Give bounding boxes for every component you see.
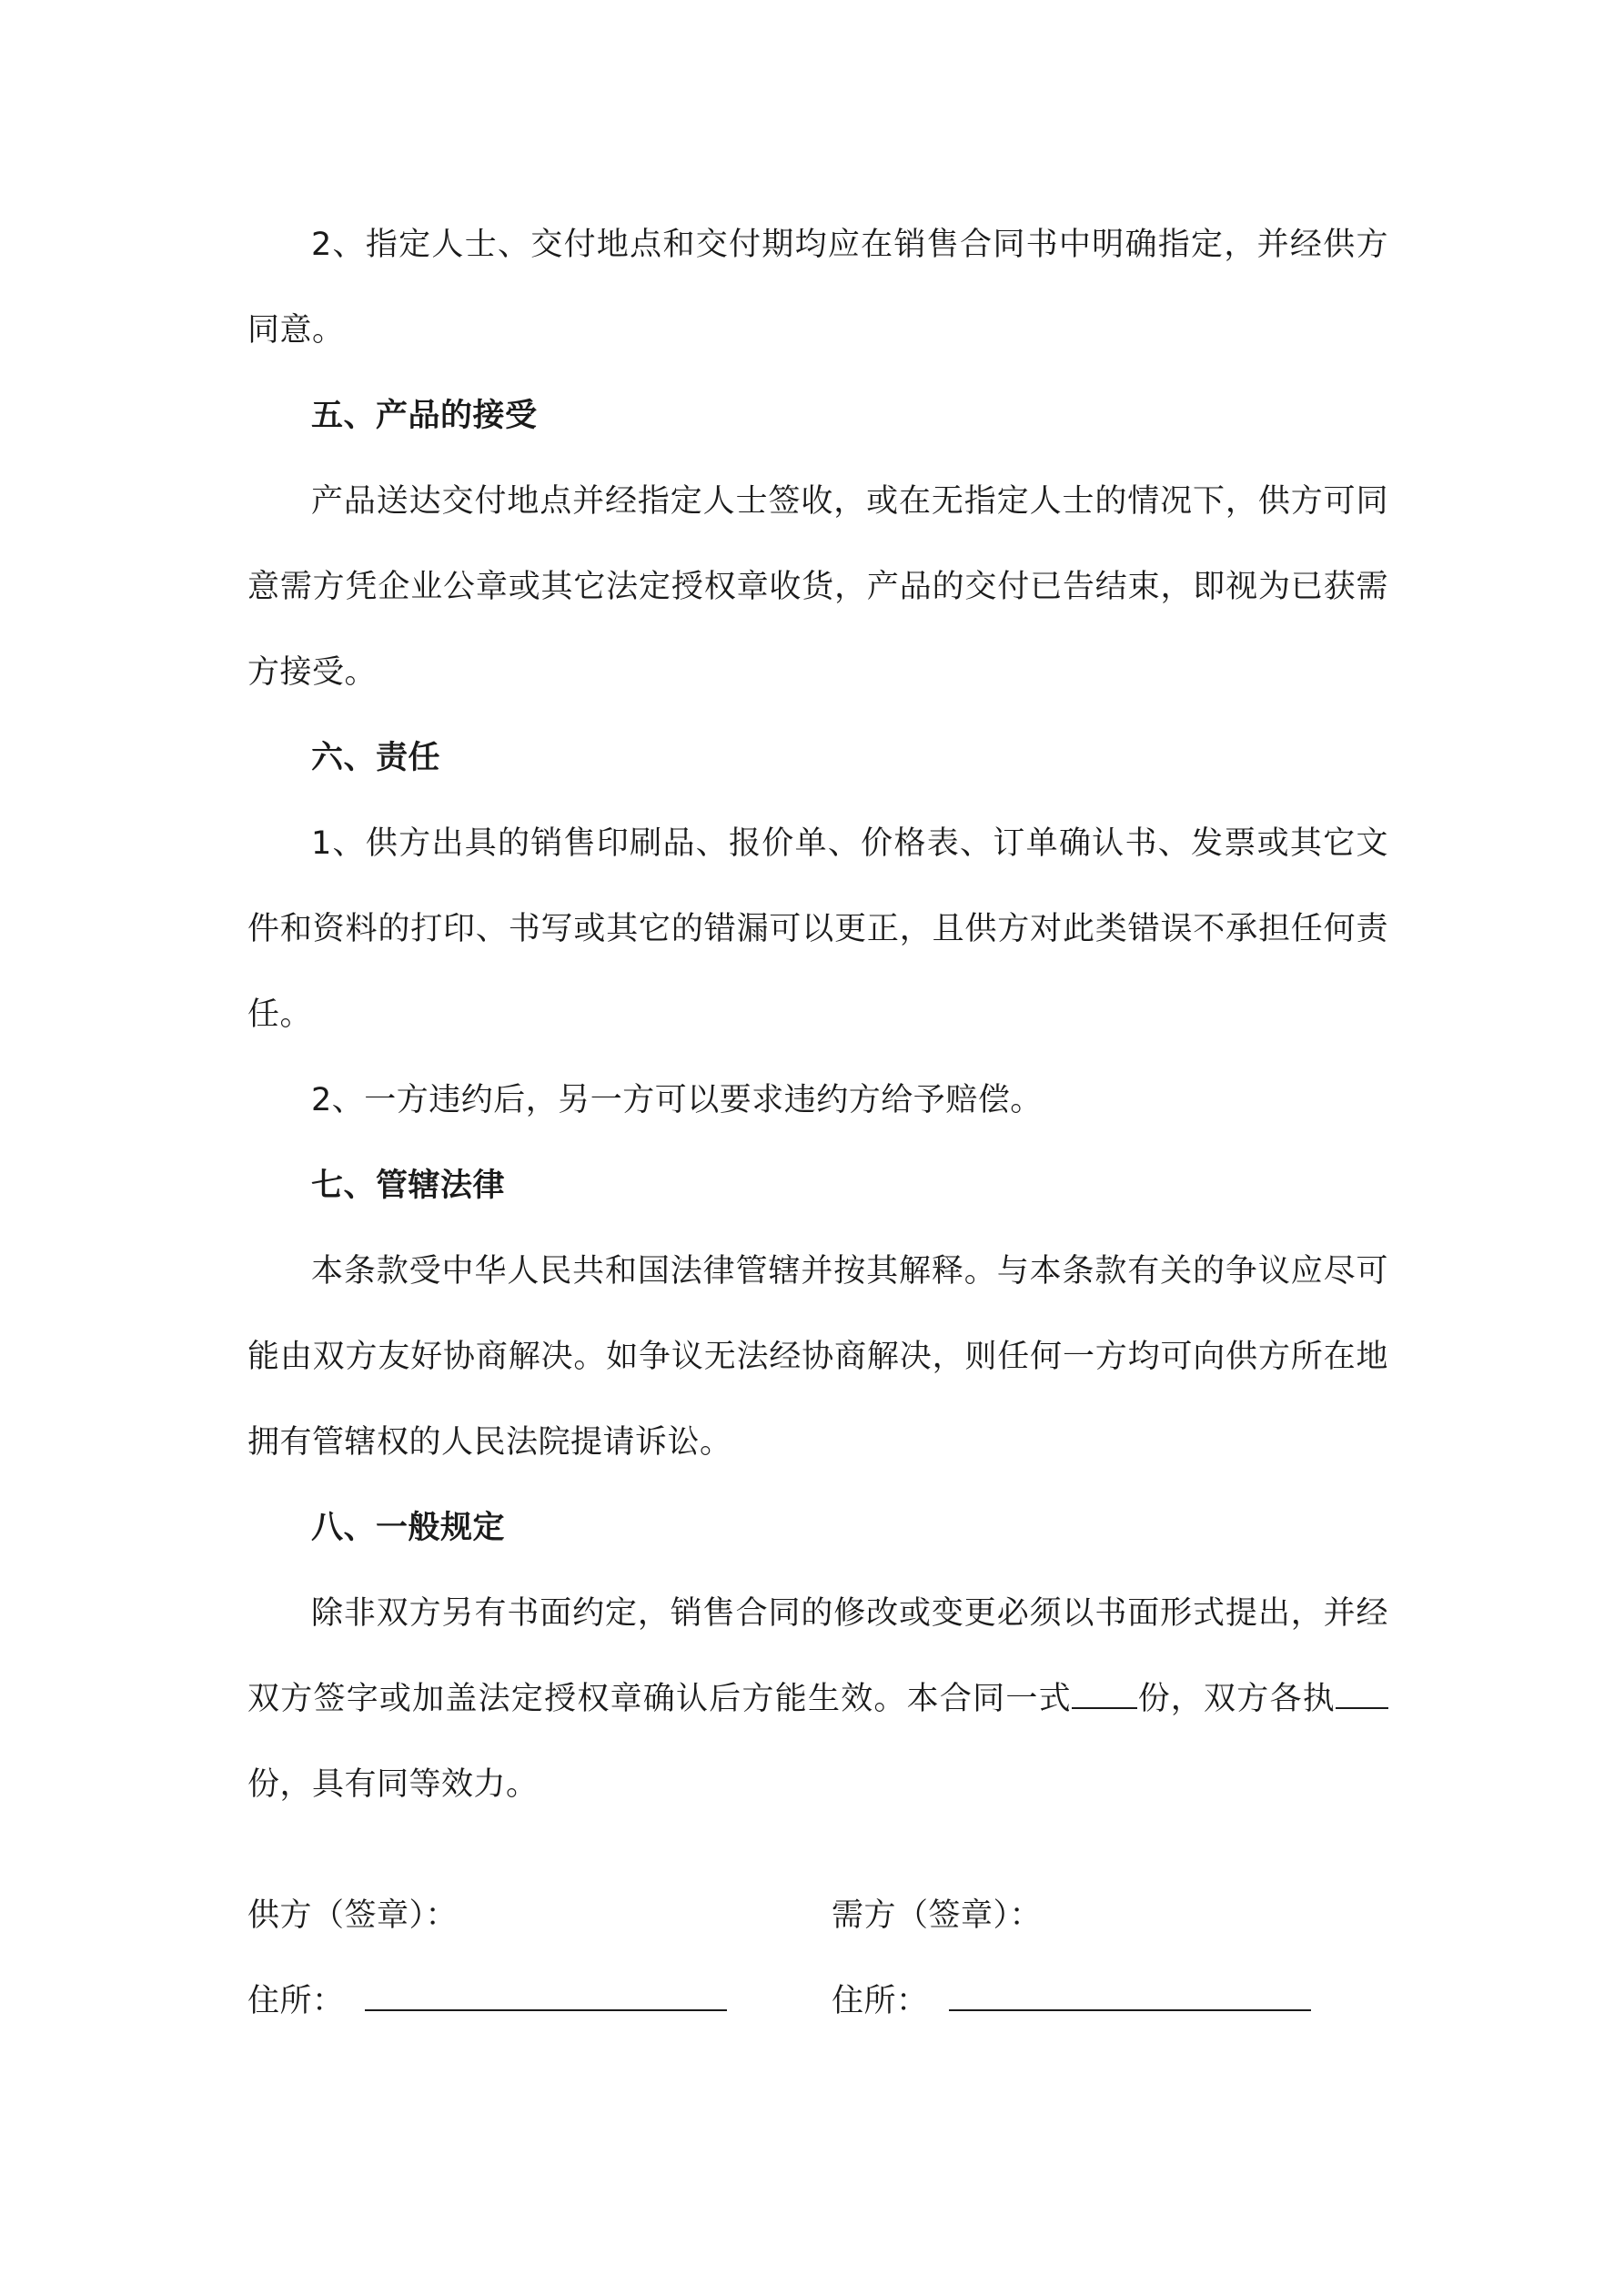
signature-row (247, 1873, 1388, 1958)
section-heading-liability: 六、责任 (311, 740, 441, 776)
address-row (247, 1958, 1388, 2044)
supplier-address-line (365, 1982, 727, 2011)
general-clause-text-c: 份，具有同等效力。 (247, 1766, 539, 1803)
copies-total-blank (1072, 1680, 1137, 1709)
contract-body (247, 202, 1388, 1827)
general-clause (247, 1571, 1388, 1827)
delivery-clause-2: 2、指定人士、交付地点和交付期均应在销售合同书中明确指定，并经供方同意。 (247, 227, 1388, 349)
general-clause-text-b: 份，双方各执 (1136, 1681, 1336, 1717)
buyer-signature-label: 需方（签章）： (832, 1897, 1043, 1934)
acceptance-clause: 产品送达交付地点并经指定人士签收，或在无指定人士的情况下，供方可同意需方凭企业公章或其它法定授权章收货，产品的交付已告结束，即视为已获需方接受。 (247, 483, 1388, 691)
section-heading-general: 八、一般规定 (311, 1510, 506, 1546)
liability-clause-2: 2、一方违约后，另一方可以要求违约方给予赔偿。 (311, 1082, 1043, 1118)
signature-block (247, 1873, 1388, 2044)
buyer-address (832, 1958, 1311, 2044)
supplier-address (247, 1958, 727, 2044)
liability-clause-1: 1、供方出具的销售印刷品、报价单、价格表、订单确认书、发票或其它文件和资料的打印、书写或其它的错漏可以更正，且供方对此类错误不承担任何责任。 (247, 825, 1388, 1033)
general-clause-text-a: 除非双方另有书面约定，销售合同的修改或变更必须以书面形式提出，并经双方签字或加盖法定授权章确认后方能生效。本合同一式 (247, 1595, 1388, 1717)
supplier-address-label: 住所： (247, 1983, 345, 2019)
buyer-address-label: 住所： (832, 1983, 929, 2019)
governing-law-clause: 本条款受中华人民共和国法律管辖并按其解释。与本条款有关的争议应尽可能由双方友好协商解决。如争议无法经协商解决，则任何一方均可向供方所在地拥有管辖权的人民法院提请诉讼。 (247, 1253, 1388, 1461)
section-heading-acceptance: 五、产品的接受 (311, 398, 538, 434)
section-heading-governing-law: 七、管辖法律 (311, 1168, 506, 1204)
supplier-signature-label: 供方（签章）： (247, 1897, 459, 1934)
copies-each-blank (1336, 1680, 1388, 1709)
buyer-address-line (949, 1982, 1311, 2011)
